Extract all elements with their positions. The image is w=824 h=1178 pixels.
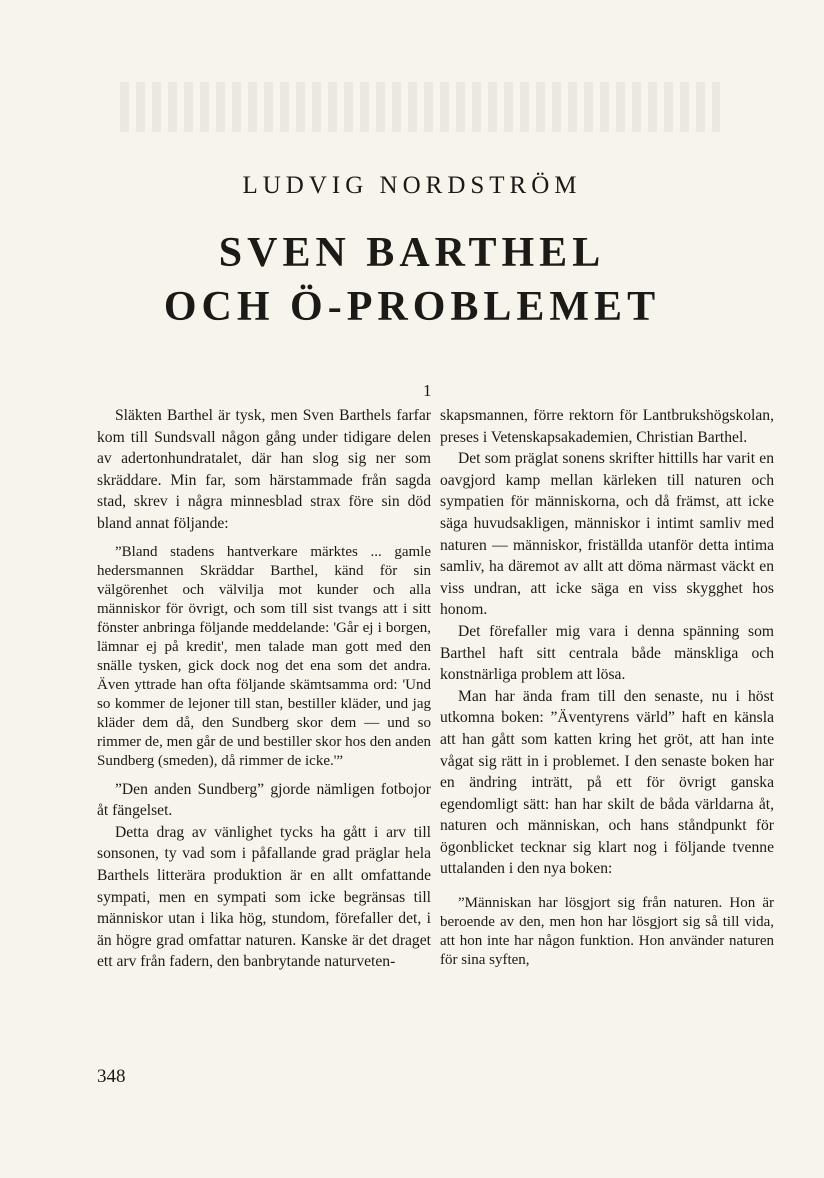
- article-title-line-1: SVEN BARTHEL: [218, 230, 606, 276]
- paragraph: skapsmannen, förre rektorn för Lantbrukshögskolan, preses i Vetenskapsakademien, Christian Barthel.: [440, 407, 774, 446]
- author-name: LUDVIG NORDSTRÖM: [242, 172, 582, 199]
- paragraph: Det som präglat sonens skrifter hittills har varit en oavgjord kamp mellan kärleken till naturen och sympatien för människorna, och då främst, att icke säga huvudsakligen, människor i intimt samliv med naturen — människor, friställda utanför detta intima samliv, ha däremot av allt att döma närmast väckt en viss undran, att icke säga en viss skygghet hos honom.: [440, 450, 774, 619]
- quotation: ”Människan har lösgjort sig från naturen. Hon är beroende av den, men hon har lösgjort sig så till vida, att hon inte har någon funktion. Hon använder naturen för sina syften,: [440, 895, 774, 969]
- paragraph: Detta drag av vänlighet tycks ha gått i arv till sonsonen, ty vad som i påfallande grad präglar hela Barthels litterära produktion är en allt omfattande sympati, men en sympati som icke begränsas till människor utan i lika hög, stundom, förefaller det, i än högre grad omfattar naturen. Kanske är det draget ett arv från fadern, den banbrytande naturveten-: [97, 823, 431, 971]
- paragraph: Man har ända fram till den senaste, nu i höst utkomna boken: ”Äventyrens värld” haft en känsla att han gått som katten kring het gröt, att han inte vågat sig rätt in i problemet. I den senaste boken har en ändring inträtt, på ett för övrigt ganska egendomligt sätt: han har skilt de båda världarna åt, naturen och människan, och hans ståndpunkt för ögonblicket tecknar sig klart nog i följande tvenne uttalanden i den nya boken:: [440, 687, 774, 878]
- bleed-through-text: [120, 82, 720, 132]
- left-column: [97, 405, 431, 973]
- section-number: 1: [423, 381, 432, 400]
- right-column: [440, 405, 774, 970]
- page-number: 348: [97, 1066, 126, 1087]
- quotation: ”Bland stadens hantverkare märktes ... gamle hedersmannen Skräddar Barthel, känd för sin välgörenhet och välvilja mot kunder och alla människor för övrigt, och som till sist tvangs att i sitt fönster anbringa följande meddelande: 'Går ej i borgen, lämnar ej på kredit', men talade man gott med den snälle tysken, gick dock nog det ena som det andra. Även yttrade han ofta följande skämtsamma ord: 'Und so kommer de lejoner till stan, bestiller kläder, und jag kläder dem då, den Sundberg skor dem — und so rimmer de, men går de und bestiller skor hos den anden Sundberg (smeden), då rimmer de icke.'”: [97, 543, 431, 769]
- paragraph: ”Den anden Sundberg” gjorde nämligen fotbojor åt fängelset.: [97, 780, 431, 820]
- paragraph: Det förefaller mig vara i denna spänning som Barthel haft sitt centrala både mänskliga och konstnärliga problem att lösa.: [440, 622, 774, 684]
- article-title-line-2: OCH Ö-PROBLEMET: [163, 284, 661, 330]
- paragraph: Släkten Barthel är tysk, men Sven Barthels farfar kom till Sundsvall någon gång under tidigare delen av adertonhundratalet, där han slog sig ner som skräddare. Min far, som härstammade från sagda stad, skrev i några minnesblad strax före sin död bland annat följande:: [97, 407, 431, 532]
